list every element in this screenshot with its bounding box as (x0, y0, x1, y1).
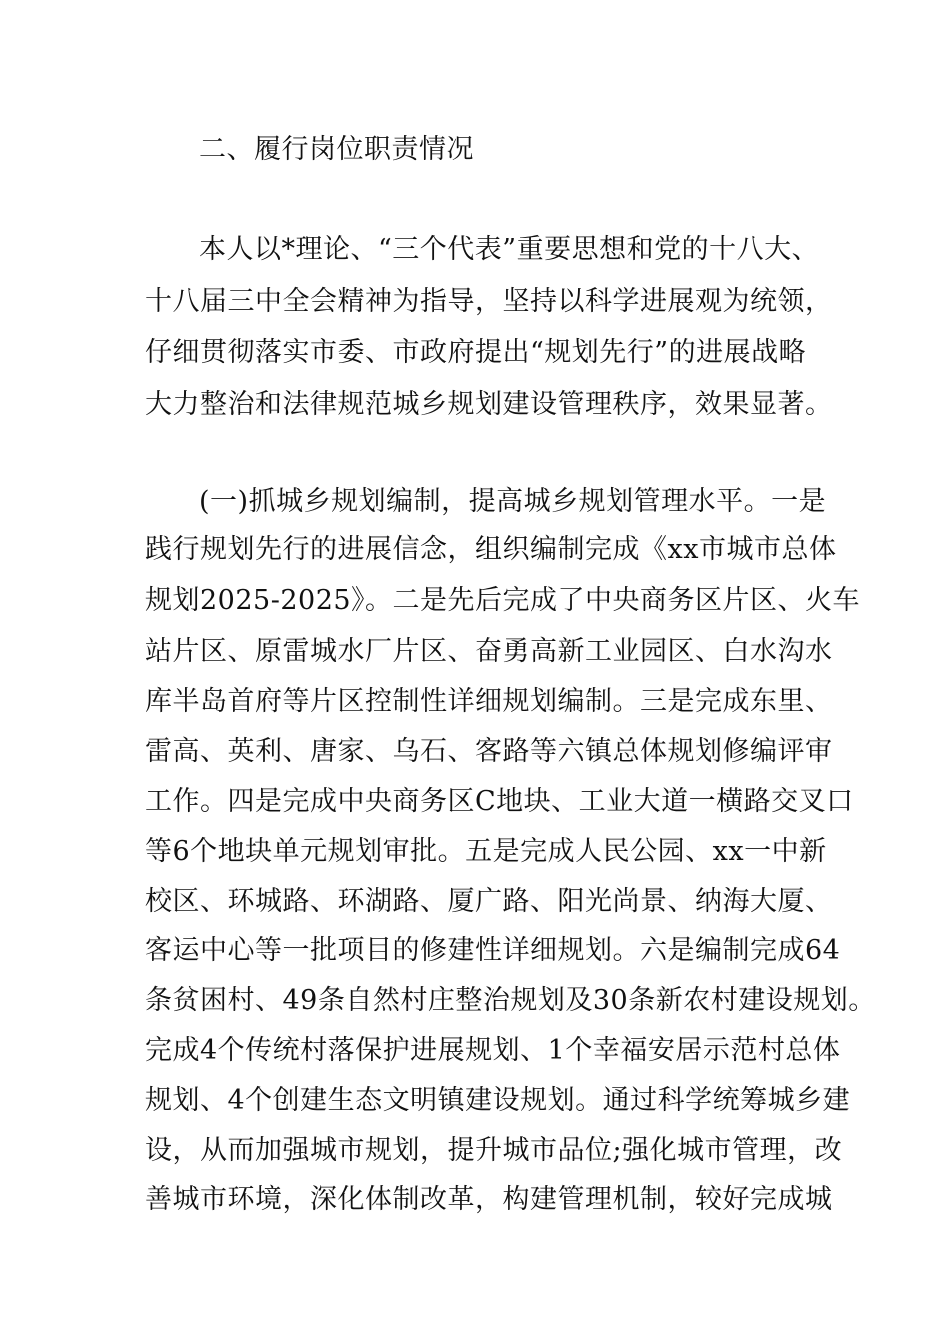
paragraph-line: 善城市环境，深化体制改革，构建管理机制，较好完成城 (145, 1184, 833, 1215)
paragraph-line: 规划、4个创建生态文明镇建设规划。通过科学统筹城乡建 (145, 1085, 851, 1116)
paragraph-line: 规划2025-2025》。二是先后完成了中央商务区片区、火车 (145, 585, 861, 616)
paragraph-line: 大力整治和法律规范城乡规划建设管理秩序，效果显著。 (145, 389, 833, 420)
paragraph-line: (一)抓城乡规划编制，提高城乡规划管理水平。一是 (199, 486, 827, 517)
paragraph-line: 校区、环城路、环湖路、厦广路、阳光尚景、纳海大厦、 (145, 886, 833, 917)
paragraph-line: 雷高、英利、唐家、乌石、客路等六镇总体规划修编评审 (145, 736, 833, 767)
paragraph-line: 完成4个传统村落保护进展规划、1个幸福安居示范村总体 (145, 1035, 841, 1066)
paragraph-line: 客运中心等一批项目的修建性详细规划。六是编制完成64 (145, 935, 841, 966)
paragraph-line: 十八届三中全会精神为指导，坚持以科学进展观为统领， (145, 286, 833, 317)
paragraph-line: 工作。四是完成中央商务区C地块、工业大道一横路交叉口 (145, 786, 854, 817)
section-heading: 二、履行岗位职责情况 (199, 134, 474, 165)
paragraph-line: 等6个地块单元规划审批。五是完成人民公园、xx一中新 (145, 836, 827, 867)
paragraph-line: 践行规划先行的进展信念，组织编制完成《xx市城市总体 (145, 534, 837, 565)
paragraph-line: 条贫困村、49条自然村庄整治规划及30条新农村建设规划。 (145, 985, 876, 1016)
paragraph-line: 本人以*理论、“三个代表”重要思想和党的十八大、 (199, 234, 820, 265)
paragraph-line: 站片区、原雷城水厂片区、奋勇高新工业园区、白水沟水 (145, 636, 833, 667)
paragraph-line: 仔细贯彻落实市委、市政府提出“规划先行”的进展战略 (145, 337, 807, 368)
paragraph-line: 设，从而加强城市规划，提升城市品位;强化城市管理，改 (145, 1135, 843, 1166)
paragraph-line: 库半岛首府等片区控制性详细规划编制。三是完成东里、 (145, 686, 833, 717)
